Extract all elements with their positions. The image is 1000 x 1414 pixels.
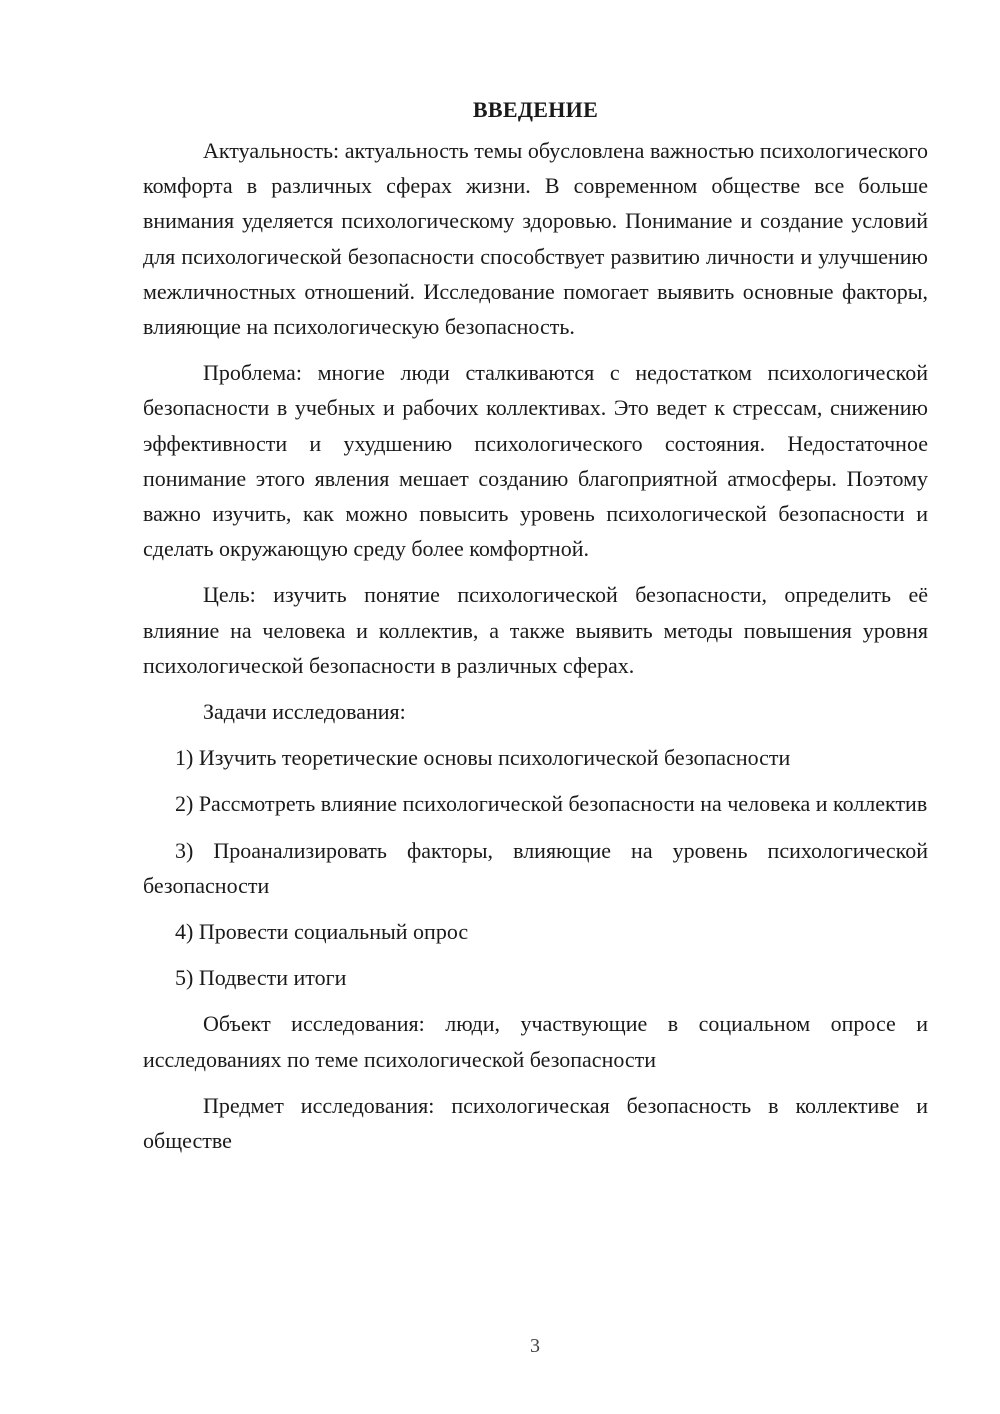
object-paragraph: Объект исследования: люди, участвующие в социальном опросе и исследованиях по теме психологической безопасности bbox=[143, 1011, 928, 1072]
task-item-5: 5) Подвести итоги bbox=[175, 965, 347, 991]
page-number: 3 bbox=[530, 1335, 540, 1357]
problem-paragraph: Проблема: многие люди сталкиваются с недостатком психологической безопасности в учебных и рабочих коллективах. Это ведет к стрессам, снижению эффективности и ухудшению психологического состояния. Недостаточное понимание этого явления мешает созданию благоприятной атмосферы. Поэтому важно изучить, как можно повысить уровень психологической безопасности и сделать окружающую среду более комфортной. bbox=[143, 360, 928, 562]
task-item-1: 1) Изучить теоретические основы психологической безопасности bbox=[175, 745, 791, 771]
task-item-2: 2) Рассмотреть влияние психологической безопасности на человека и коллектив bbox=[175, 791, 928, 817]
section-title: ВВЕДЕНИЕ bbox=[472, 97, 599, 122]
task-item-3: 3) Проанализировать факторы, влияющие на уровень психологической безопасности bbox=[143, 837, 928, 898]
task-item-4: 4) Провести социальный опрос bbox=[175, 919, 469, 945]
document-page bbox=[143, 92, 928, 1169]
relevance-paragraph: Актуальность: актуальность темы обусловлена важностью психологического комфорта в различных сферах жизни. В современном обществе все больше внимания уделяется психологическому здоровью. Понимание и создание условий для психологической безопасности способствует развитию личности и улучшению межличностных отношений. Исследование помогает выявить основные факторы, влияющие на психологическую безопасность. bbox=[143, 138, 928, 340]
subject-paragraph: Предмет исследования: психологическая безопасность в коллективе и обществе bbox=[143, 1092, 928, 1154]
goal-paragraph: Цель: изучить понятие психологической безопасности, определить её влияние на человека и коллектив, а также выявить методы повышения уровня психологической безопасности в различных сферах. bbox=[143, 582, 928, 678]
tasks-heading: Задачи исследования: bbox=[203, 699, 406, 725]
